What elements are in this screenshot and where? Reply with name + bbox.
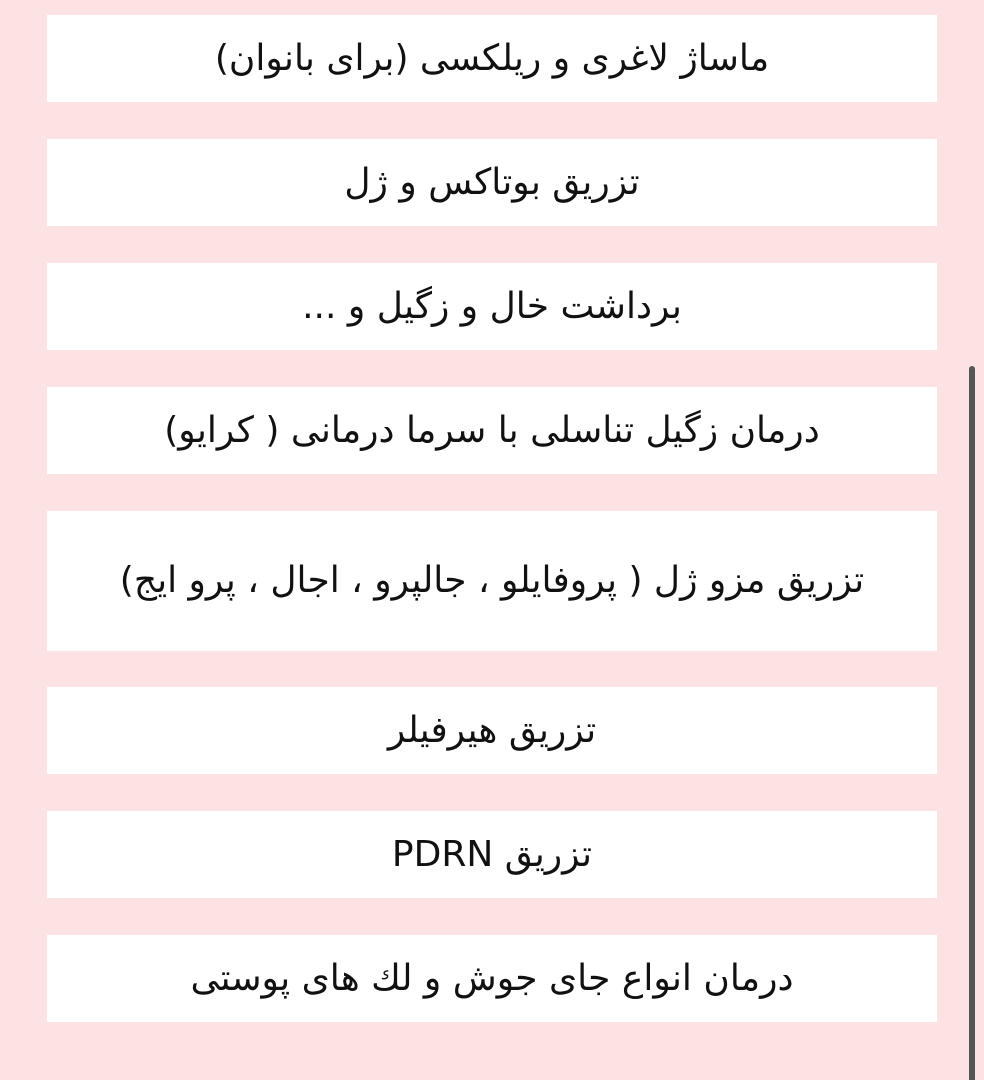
service-item-label: تزریق بوتاکس و ژل [344, 161, 640, 203]
service-item-label: برداشت خال و زگیل و ... [302, 285, 682, 327]
service-item-pdrn[interactable] [47, 811, 937, 898]
service-item-label: تزریق PDRN [391, 833, 593, 875]
service-item-label: ماساژ لاغری و ریلکسی (برای بانوان) [214, 37, 770, 79]
service-item-cryo-therapy[interactable] [47, 387, 937, 474]
service-item-label: درمان انواع جای جوش و لك های پوستی [190, 957, 794, 999]
service-item-mole-removal[interactable] [47, 263, 937, 350]
service-item-hairfiller[interactable] [47, 687, 937, 774]
service-item-meso-gel[interactable] [47, 511, 937, 651]
service-item-acne-scar[interactable] [47, 935, 937, 1022]
service-item-label: تزریق مزو ژل ( پروفایلو ، جالپرو ، اجال ، پرو ایج) [119, 560, 865, 601]
scrollbar[interactable] [969, 366, 975, 1080]
service-item-botox-gel[interactable] [47, 139, 937, 226]
service-item-slimming-massage[interactable] [47, 15, 937, 102]
service-item-label: درمان زگیل تناسلی با سرما درمانی ( کرایو) [164, 409, 820, 451]
service-item-label: تزریق هیرفیلر [387, 709, 597, 751]
